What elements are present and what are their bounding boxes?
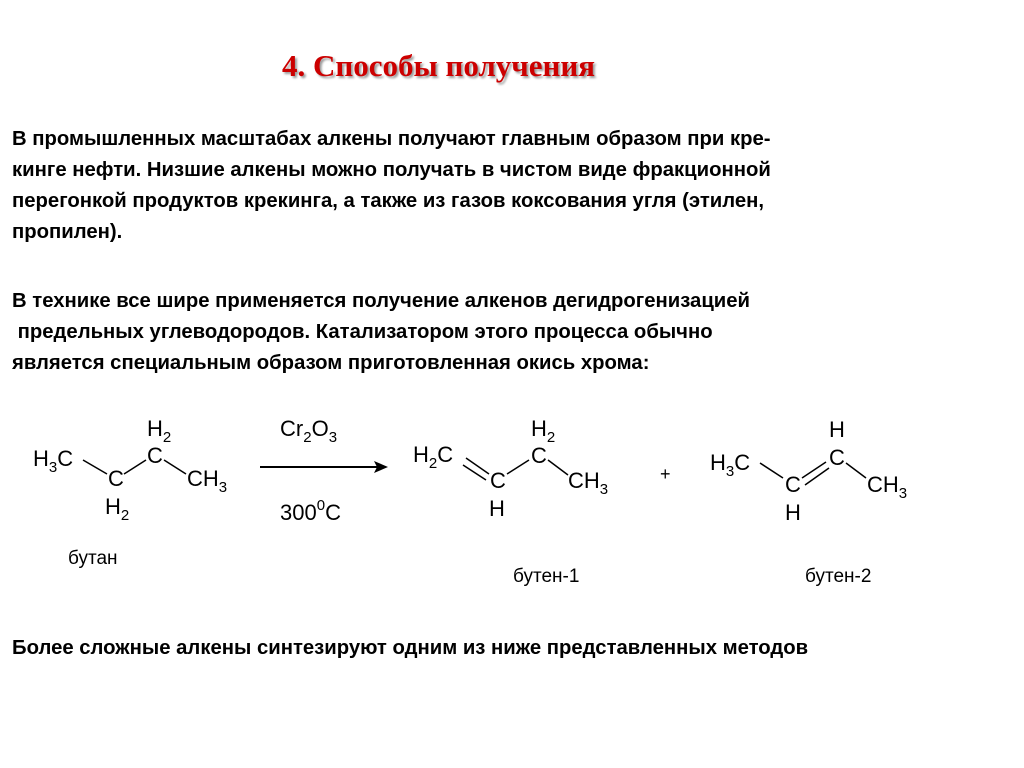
product1-name: бутен-1 [513,566,580,587]
bond-line [805,468,829,485]
catalyst-base2: O [311,416,329,441]
text-line: кинге нефти. Низшие алкены можно получать в чистом виде фракционной [12,159,771,181]
atom-label-h: H [785,500,801,525]
text-line: перегонкой продуктов крекинга, а также из газов коксования угля (этилен, [12,190,764,212]
bond-line [83,460,107,474]
atom-label-ch3: $CH_3$ [187,466,228,496]
bond-line [507,460,529,474]
atom-label-ch3: $CH_3$ [568,468,609,498]
catalyst-sub2: 3 [328,429,338,446]
atom-label-ch3: $CH_3$ [867,472,908,502]
atom-label-h: H [829,417,845,442]
atom-label-h2c: $H_2C$ [413,442,454,472]
atom-label-c: C [147,443,163,468]
catalyst-base1: Cr [280,416,304,441]
paragraph-industrial-cracking [12,124,771,248]
temperature-sup: 0 [316,497,326,514]
atom-label-c: C [829,445,845,470]
atom-label-h2: $H_2$ [105,494,130,524]
atom-label-h: H [489,496,505,521]
text-line: В промышленных масштабах алкены получают главным образом при кре- [12,128,771,150]
atom-label-c: C [785,472,801,497]
bond-line [124,460,146,474]
text-line: предельных углеводородов. Катализатором этого процесса обычно [12,321,713,343]
reaction-scheme [0,400,1024,600]
bond-line [466,458,489,474]
atom-label-h2: $H_2$ [147,416,172,446]
butene-1-structure [413,416,608,587]
paragraph-dehydrogenation [12,286,750,379]
bond-line [846,463,866,478]
butane-structure [33,416,227,569]
catalyst-label [280,416,337,446]
bond-line [164,460,186,474]
temperature-label [280,497,341,525]
paragraph-complex-alkenes: Более сложные алкены синтезируют одним из ниже представленных методов [12,637,809,659]
atom-label-h2: $H_2$ [531,416,556,446]
atom-label-h3c: $H_3C$ [33,446,74,476]
butene-2-structure [710,417,907,587]
atom-label-c: C [531,443,547,468]
bond-line [548,460,568,475]
temperature-unit: C [325,500,341,525]
catalyst-sub1: 2 [303,429,312,446]
reactant-name: бутан [68,548,118,569]
text-line: пропилен). [12,221,123,243]
reaction-arrow-group [260,416,388,525]
page-title: 4. Способы получения [282,48,596,83]
text-line: является специальным образом приготовленная окись хрома: [12,352,650,374]
bond-line [463,465,486,480]
bond-line [760,463,783,478]
text-line: В технике все шире применяется получение алкенов дегидрогенизацией [12,290,751,312]
product2-name: бутен-2 [805,566,872,587]
plus-sign: + [660,464,671,484]
atom-label-h3c: $H_3C$ [710,450,751,480]
atom-label-c: C [490,468,506,493]
temperature-value: 300 [280,500,317,525]
atom-label-c: C [108,466,124,491]
bond-line [802,462,826,478]
